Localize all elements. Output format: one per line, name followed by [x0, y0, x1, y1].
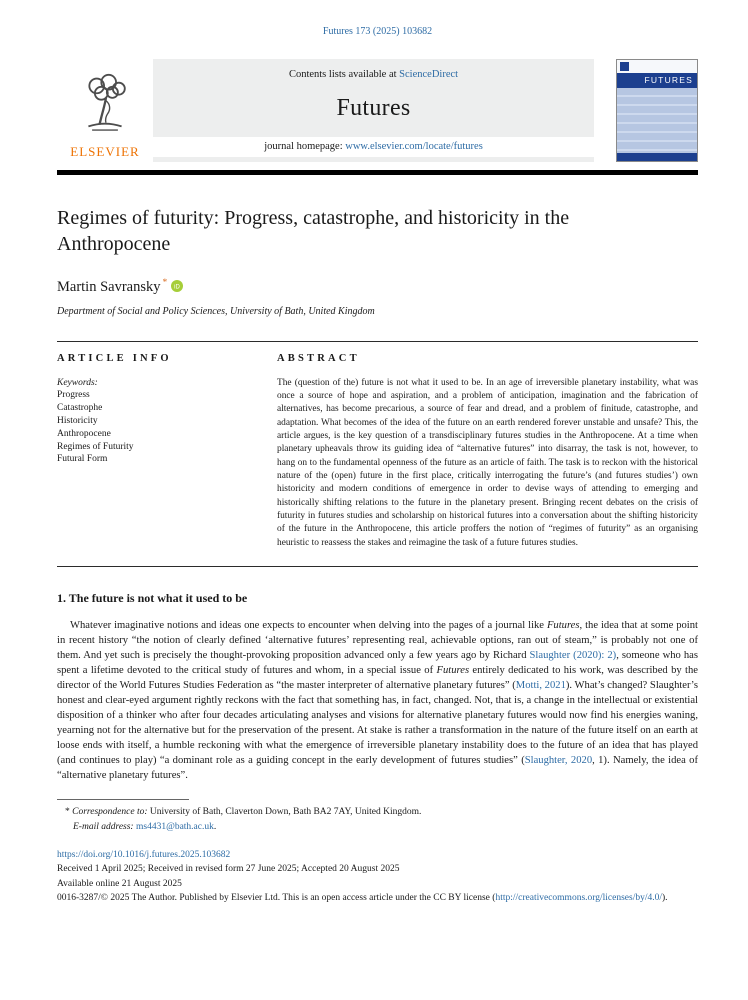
- elsevier-wordmark: ELSEVIER: [70, 144, 140, 159]
- keyword-item: Historicity: [57, 416, 98, 427]
- keyword-item: Futural Form: [57, 454, 108, 465]
- keyword-item: Regimes of Futurity: [57, 441, 134, 452]
- journal-cover-thumbnail[interactable]: [616, 59, 698, 162]
- keyword-item: Progress: [57, 390, 90, 401]
- body-paragraph: [57, 618, 698, 783]
- correspondence-footnote: [57, 806, 698, 819]
- cover-artwork: [617, 88, 697, 153]
- keyword-item: Catastrophe: [57, 403, 103, 414]
- elsevier-tree-icon: [77, 73, 133, 143]
- license-link[interactable]: http://creativecommons.org/licenses/by/4.0/: [495, 892, 663, 903]
- body-text: , the idea that at some point in recent history “the notion of clearly defined ‘alternative futures’ representing real, achievable options, ran out of steam,” is probably not one of them. And yet such is precisely the thought-provoking proposition advanced only a few years ago by Richard: [57, 620, 698, 662]
- doi-link[interactable]: https://doi.org/10.1016/j.futures.2025.103682: [57, 850, 231, 861]
- body-text: entirely dedicated to his work, was described by the director of the World Futures Studies Federation as “the master interpreter of alternative planetary futures” (: [57, 665, 698, 692]
- author-affiliation: Department of Social and Policy Sciences, University of Bath, United Kingdom: [57, 305, 375, 317]
- journal-banner: [153, 59, 594, 162]
- email-link[interactable]: ms4431@bath.ac.uk: [135, 821, 214, 832]
- rights-text: 0016-3287/© 2025 The Author. Published by Elsevier Ltd. This is an open access article under the CC BY license: [57, 892, 493, 903]
- elsevier-logo: [57, 59, 153, 162]
- available-online: Available online 21 August 2025: [57, 878, 182, 889]
- article-info-column: [57, 353, 243, 550]
- citation-link-slaughter-2020-b[interactable]: Slaughter, 2020: [524, 755, 593, 767]
- received-dates: Received 1 April 2025; Received in revised form 27 June 2025; Accepted 20 August 2025: [57, 864, 400, 875]
- footnote-marker: *: [65, 807, 73, 818]
- correspondence-label: Correspondence to:: [72, 807, 148, 818]
- journal-citation: Futures 173 (2025) 103682: [322, 26, 433, 37]
- cover-top-strip: [617, 60, 697, 73]
- homepage-label: journal homepage:: [264, 141, 346, 152]
- author-name: Martin Savransky: [57, 278, 161, 295]
- journal-name-italic: Futures: [436, 665, 470, 677]
- section-heading: 1. The future is not what it used to be: [57, 591, 248, 606]
- contents-list-text: Contents lists available at: [288, 69, 400, 80]
- license-paren-open: (: [492, 892, 496, 903]
- body-text: , 1). Namely, the idea of “alternative planetary futures”.: [57, 755, 698, 782]
- body-text: ). What’s changed? Slaughter’s honest and clear-eyed argument rightly reckons with the fact that something has, in fact, changed. Not, that is, a change in the intellectual or existential disposition of a thinker who after four decades articulating analyses and visions for alternative planetary futures would now find his energies waning, yearning not for the alternative but for the preservation of the present. At stake is rather a transformation in the nature of the future itself on an earth at loose ends with itself, a humble reckoning with what the emergence of irreversible planetary instability does to the future of an idea that has played (and continues to play) “a dominant role as a guiding concept in the early development of futures studies” (: [57, 680, 698, 767]
- email-suffix: .: [213, 821, 217, 832]
- author-line: [57, 278, 698, 297]
- sciencedirect-link[interactable]: ScienceDirect: [399, 69, 459, 80]
- abstract-column: [277, 353, 698, 550]
- footnote-rule: [57, 799, 189, 800]
- imprint-block: [57, 848, 698, 905]
- email-footnote: [57, 821, 698, 834]
- abstract-heading: ABSTRACT: [277, 352, 360, 364]
- contents-list-line: [289, 69, 458, 80]
- rights-line: [57, 891, 698, 905]
- journal-homepage-link[interactable]: www.elsevier.com/locate/futures: [345, 141, 483, 152]
- corresponding-author-marker[interactable]: *: [162, 277, 168, 288]
- orcid-icon[interactable]: [171, 280, 183, 297]
- keyword-item: Anthropocene: [57, 428, 111, 439]
- body-text: Whatever imaginative notions and ideas one expects to encounter when delving into the pages of a journal like: [70, 620, 547, 632]
- cover-logo-mark: [620, 62, 629, 71]
- cover-footer-band: [617, 153, 697, 161]
- license-paren-close: ).: [662, 892, 668, 903]
- correspondence-text: University of Bath, Claverton Down, Bath BA2 7AY, United Kingdom.: [147, 807, 422, 818]
- article-title: Regimes of futurity: Progress, catastrophe, and historicity in the Anthropocene: [57, 207, 570, 256]
- journal-name-italic: Futures: [546, 620, 580, 632]
- journal-title: Futures: [336, 95, 411, 121]
- keywords-label: Keywords:: [57, 377, 98, 388]
- svg-text:iD: iD: [174, 284, 181, 291]
- article-info-heading: ARTICLE INFO: [57, 352, 172, 364]
- body-text: , someone who has spent a lifetime devoted to the critical study of futures and whom, in a special issue of: [57, 650, 698, 677]
- journal-homepage-line: [153, 137, 594, 157]
- abstract-text: The (question of the) future is not what it used to be. In an age of irreversible planetary instability, what was once a source of hope and aspiration, and a problem of anticipation, imagination and the fabrication of alternatives, has become precarious, a source of fear and dread, and a problem of finitude, catastrophe, and adaptation. What becomes of the idea of the future on an earth rendered forever unstable and unsafe? This, the article argues, is the key question of a transdisciplinary futures studies in the Anthropocene. At a time when planetary upheavals throw its guiding idea of “alternative futures” into disarray, the task is not, however, to hang on to the fundamental openness of the future as an article of faith. The task is to reckon with the historical nature of the (open) future in the first place, critically interrogating the future’s (and futures studies’) own historicity and modern conditions of emergence in order to devise ways of attending to emerging and historically shifting relations to the future in the planetary present. Bringing recent debates on the crisis of futurity in futures studies and scholarship on historical futures into a conversation about the shifting historicity of the future in the Anthropocene, this article proffers the notion of “regimes of futurity” as an organising heuristic to reassess the stakes and reimagine the task of a future futures studies.: [277, 377, 698, 548]
- citation-link-slaughter-2020[interactable]: Slaughter (2020): 2): [529, 650, 617, 662]
- cover-title: FUTURES: [617, 73, 697, 88]
- header-rule: [57, 170, 698, 175]
- article-info-abstract-block: [57, 341, 698, 567]
- email-label: E-mail address:: [73, 821, 136, 832]
- citation-link-motti-2021[interactable]: Motti, 2021: [515, 680, 566, 692]
- journal-masthead: [57, 59, 698, 162]
